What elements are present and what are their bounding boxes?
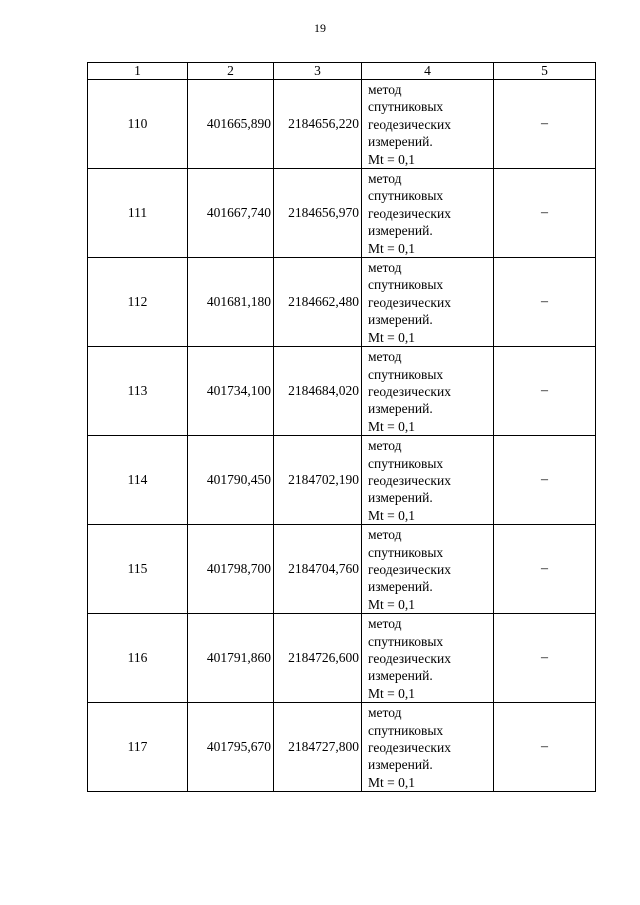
method-line: Mt = 0,1 (368, 240, 415, 256)
header-col-4: 4 (362, 63, 494, 80)
method-line: спутниковых (368, 544, 444, 560)
method-line: метод (368, 349, 402, 365)
point-number-cell: 114 (88, 436, 188, 525)
method-line: метод (368, 527, 402, 543)
y-coordinate-cell: 2184727,800 (274, 703, 362, 792)
point-number-cell: 113 (88, 347, 188, 436)
method-line: геодезических (368, 116, 451, 132)
method-line: спутниковых (368, 188, 444, 204)
point-number-cell: 112 (88, 258, 188, 347)
method-line: метод (368, 705, 402, 721)
point-number-cell: 111 (88, 169, 188, 258)
header-col-3: 3 (274, 63, 362, 80)
point-number-cell: 117 (88, 703, 188, 792)
method-line: метод (368, 438, 402, 454)
y-coordinate-cell: 2184702,190 (274, 436, 362, 525)
method-cell (362, 169, 494, 258)
method-line: измерений. (368, 757, 433, 773)
method-line: Mt = 0,1 (368, 596, 415, 612)
x-coordinate-cell: 401667,740 (188, 169, 274, 258)
method-cell (362, 347, 494, 436)
method-line: геодезических (368, 205, 451, 221)
y-coordinate-cell: 2184656,220 (274, 80, 362, 169)
table-row (88, 525, 596, 614)
method-line: геодезических (368, 561, 451, 577)
y-coordinate-cell: 2184726,600 (274, 614, 362, 703)
method-line: Mt = 0,1 (368, 685, 415, 701)
x-coordinate-cell: 401665,890 (188, 80, 274, 169)
table-body (88, 80, 596, 792)
method-line: спутниковых (368, 277, 444, 293)
y-coordinate-cell: 2184656,970 (274, 169, 362, 258)
method-line: измерений. (368, 579, 433, 595)
method-line: спутниковых (368, 633, 444, 649)
col5-cell: – (494, 169, 596, 258)
header-col-5: 5 (494, 63, 596, 80)
table-header-row (88, 63, 596, 80)
table-row (88, 80, 596, 169)
method-cell (362, 525, 494, 614)
page-number: 19 (314, 21, 326, 35)
method-line: метод (368, 171, 402, 187)
method-line: измерений. (368, 312, 433, 328)
x-coordinate-cell: 401734,100 (188, 347, 274, 436)
table-row (88, 436, 596, 525)
x-coordinate-cell: 401791,860 (188, 614, 274, 703)
method-cell (362, 80, 494, 169)
header-col-1: 1 (88, 63, 188, 80)
method-cell (362, 614, 494, 703)
col5-cell: – (494, 436, 596, 525)
table-row (88, 258, 596, 347)
method-line: Mt = 0,1 (368, 418, 415, 434)
method-line: метод (368, 616, 402, 632)
method-line: измерений. (368, 401, 433, 417)
col5-cell: – (494, 347, 596, 436)
method-line: Mt = 0,1 (368, 507, 415, 523)
header-col-2: 2 (188, 63, 274, 80)
method-line: спутниковых (368, 722, 444, 738)
point-number-cell: 116 (88, 614, 188, 703)
method-cell (362, 258, 494, 347)
method-line: измерений. (368, 223, 433, 239)
y-coordinate-cell: 2184684,020 (274, 347, 362, 436)
method-line: спутниковых (368, 99, 444, 115)
col5-cell: – (494, 525, 596, 614)
method-line: спутниковых (368, 366, 444, 382)
y-coordinate-cell: 2184662,480 (274, 258, 362, 347)
method-line: спутниковых (368, 455, 444, 471)
method-line: Mt = 0,1 (368, 774, 415, 790)
x-coordinate-cell: 401795,670 (188, 703, 274, 792)
x-coordinate-cell: 401681,180 (188, 258, 274, 347)
method-line: геодезических (368, 740, 451, 756)
point-number-cell: 115 (88, 525, 188, 614)
table-row (88, 169, 596, 258)
y-coordinate-cell: 2184704,760 (274, 525, 362, 614)
method-line: метод (368, 82, 402, 97)
method-line: геодезических (368, 294, 451, 310)
x-coordinate-cell: 401790,450 (188, 436, 274, 525)
method-cell (362, 436, 494, 525)
coordinates-table (87, 62, 596, 792)
table-row (88, 614, 596, 703)
method-line: Mt = 0,1 (368, 329, 415, 345)
method-line: геодезических (368, 383, 451, 399)
table-row (88, 703, 596, 792)
method-line: измерений. (368, 490, 433, 506)
table-row (88, 347, 596, 436)
method-line: геодезических (368, 472, 451, 488)
col5-cell: – (494, 703, 596, 792)
method-line: метод (368, 260, 402, 276)
method-line: геодезических (368, 651, 451, 666)
col5-cell: – (494, 614, 596, 703)
method-line: измерений. (368, 668, 433, 684)
method-line: измерений. (368, 134, 433, 150)
col5-cell: – (494, 258, 596, 347)
point-number-cell: 110 (88, 80, 188, 169)
method-cell (362, 703, 494, 792)
x-coordinate-cell: 401798,700 (188, 525, 274, 614)
method-line: Mt = 0,1 (368, 151, 415, 167)
col5-cell: – (494, 80, 596, 169)
